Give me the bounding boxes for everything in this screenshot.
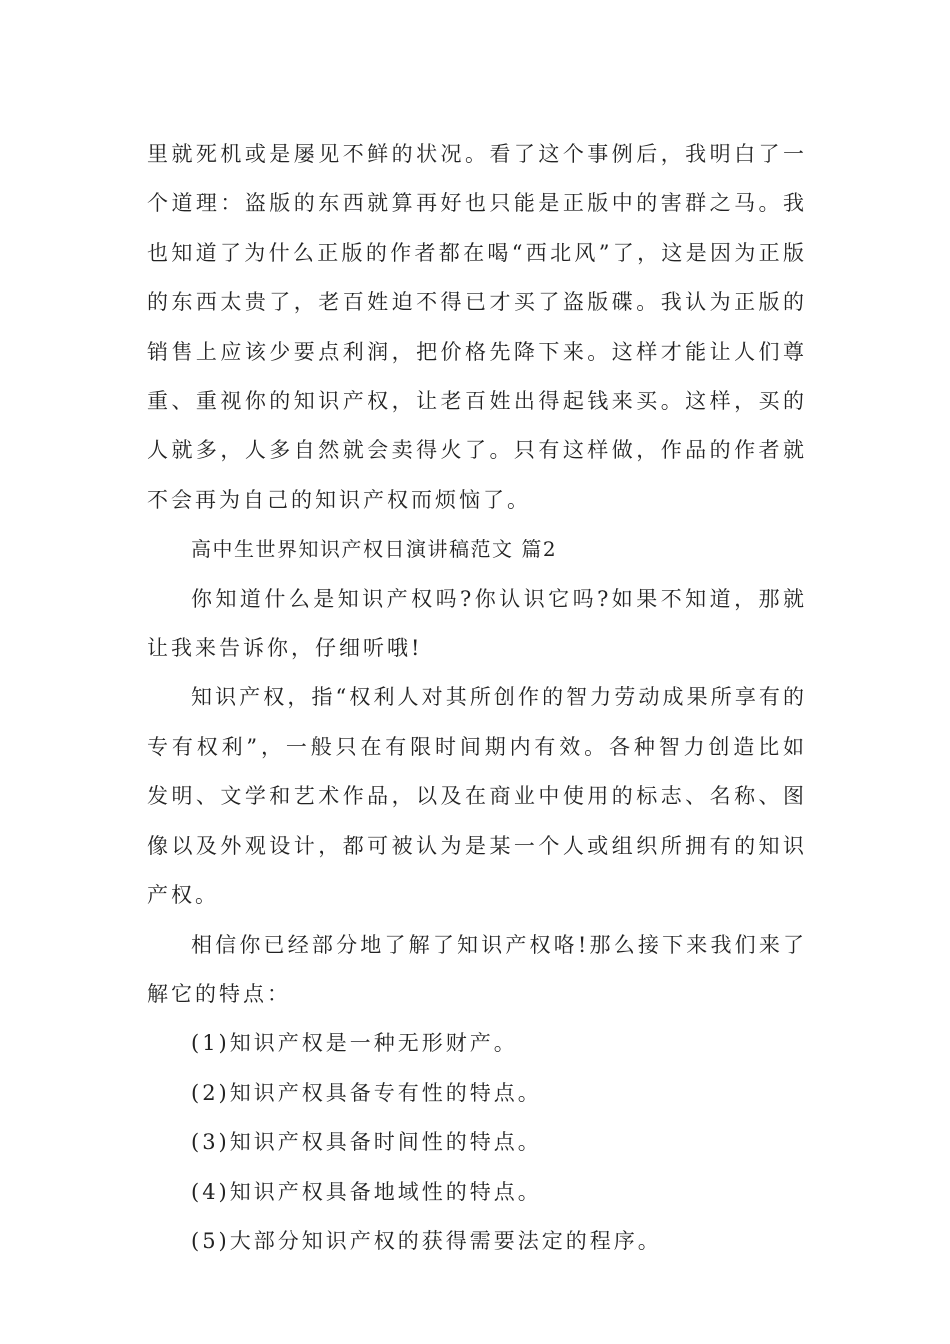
paragraph-intro: 你知道什么是知识产权吗?你认识它吗?如果不知道，那就让我来告诉你，仔细听哦! xyxy=(147,586,807,661)
section-heading: 高中生世界知识产权日演讲稿范文 篇2 xyxy=(191,537,558,562)
feature-item-1: (1)知识产权是一种无形财产。 xyxy=(191,1031,518,1056)
document-body xyxy=(147,130,807,1266)
paragraph-definition: 知识产权，指“权利人对其所创作的智力劳动成果所享有的专有权利”，一般只在有限时间期内有效。各种智力创造比如发明、文学和艺术作品，以及在商业中使用的标志、名称、图像以及外观设计，都可被认为是某一个人或组织所拥有的知识产权。 xyxy=(147,685,807,908)
feature-item-2: (2)知识产权具备专有性的特点。 xyxy=(191,1080,542,1105)
feature-item-5: (5)大部分知识产权的获得需要法定的程序。 xyxy=(191,1228,662,1253)
paragraph-features-lead: 相信你已经部分地了解了知识产权咯!那么接下来我们来了解它的特点： xyxy=(147,932,807,1006)
feature-item-4: (4)知识产权具备地域性的特点。 xyxy=(191,1179,542,1204)
paragraph-continued: 里就死机或是屡见不鲜的状况。看了这个事例后，我明白了一个道理：盗版的东西就算再好也只能是正版中的害群之马。我也知道了为什么正版的作者都在喝“西北风”了，这是因为正版的东西太贵了，老百姓迫不得已才买了盗版碟。我认为正版的销售上应该少要点利润，把价格先降下来。这样才能让人们尊重、重视你的知识产权，让老百姓出得起钱来买。这样，买的人就多，人多自然就会卖得火了。只有这样做，作品的作者就不会再为自己的知识产权而烦恼了。 xyxy=(147,142,807,512)
feature-item-3: (3)知识产权具备时间性的特点。 xyxy=(191,1130,542,1155)
